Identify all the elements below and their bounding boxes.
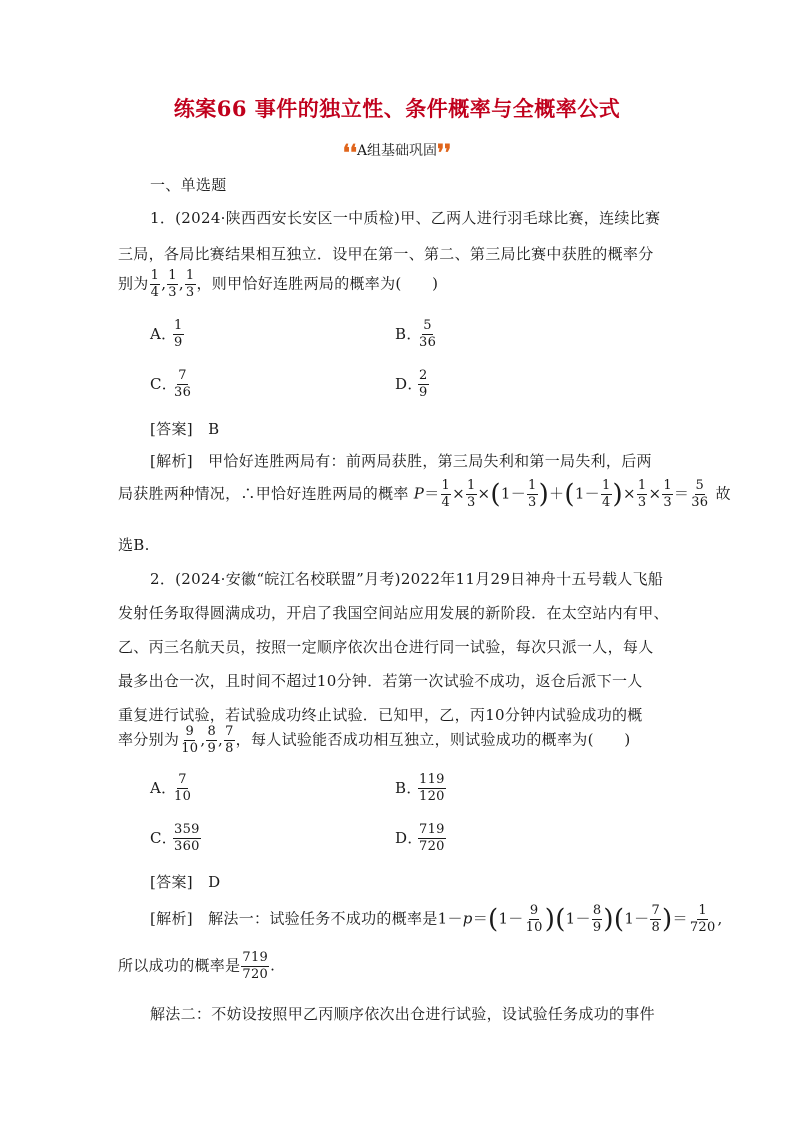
- q1-analysis-1: [解析] 甲恰好连胜两局有：前两局获胜，第三局失利和第一局失利，后两: [150, 452, 652, 470]
- q1-line-2: 三局，各局比赛结果相互独立．设甲在第一、第二、第三局比赛中获胜的概率分: [118, 245, 654, 263]
- close-quote-icon: ❜❜: [437, 140, 452, 166]
- q2-answer: [答案] D: [150, 873, 221, 891]
- q2-method-2: 解法二：不妨设按照甲乙丙顺序依次出仓进行试验，设试验任务成功的事件: [150, 1005, 655, 1023]
- q1-option-a: A． $\frac{1}{9}$: [150, 318, 183, 350]
- q1-line-1: 1．(2024·陕西西安长安区一中质检)甲、乙两人进行羽毛球比赛，连续比赛: [150, 209, 661, 227]
- section-heading: 一、单选题: [150, 176, 227, 194]
- q2-line-4: 最多出仓一次，且时间不超过10分钟．若第一次试验不成功，返仓后派下一人: [118, 672, 643, 690]
- q1-option-b: B． $\frac{5}{36}$: [395, 318, 437, 350]
- q1-prob-2: $\frac{1}{3}$: [168, 268, 177, 300]
- q1-analysis-2: 局获胜两种情况，∴甲恰好连胜两局的概率 P＝ $\frac{1}{4}$ × $\frac{1}{3}$ ×(1－ $\frac{1}{3}$ )＋(1－ $\frac{1}{4}$ )× $\frac{1}{3}$ × $\frac{1}{3}$ ＝ $\frac{5}{36}$ 故: [118, 478, 731, 510]
- q2-line-6: 率分别为 $\frac{9}{10}$ , $\frac{8}{9}$ , $\frac{7}{8}$ ，每人试验能否成功相互独立，则试验成功的概率为( ): [118, 724, 631, 756]
- q1-prob-3: $\frac{1}{3}$: [185, 268, 195, 300]
- group-label: A组基础巩固: [356, 143, 438, 159]
- q2-analysis-1: [解析] 解法一：试验任务不成功的概率是1－p＝(1－ $\frac{9}{10}$ )(1－ $\frac{8}{9}$ )(1－ $\frac{7}{8}$ )＝ $\frac{1}{720}$ ,: [150, 903, 723, 935]
- q1-answer: [答案] B: [150, 420, 220, 438]
- open-quote-icon: ❛❛: [342, 140, 357, 166]
- q1-option-d: D． $\frac{2}{9}$: [395, 368, 428, 400]
- q1-prob-1: $\frac{1}{4}$: [150, 268, 160, 300]
- q1-analysis-3: 选B.: [118, 536, 150, 554]
- q1-line-3: 别为 $\frac{1}{4}$ , $\frac{1}{3}$ , $\frac{1}{3}$ ，则甲恰好连胜两局的概率为( ): [118, 268, 439, 300]
- group-heading: [0, 140, 794, 166]
- q2-line-5: 重复进行试验，若试验成功终止试验．已知甲，乙，丙10分钟内试验成功的概: [118, 706, 643, 724]
- q2-prob-3: $\frac{7}{8}$: [225, 724, 234, 756]
- q2-option-d: D． $\frac{719}{720}$: [395, 822, 445, 854]
- q2-option-a: A． $\frac{7}{10}$: [150, 772, 192, 804]
- q2-prob-2: $\frac{8}{9}$: [207, 724, 217, 756]
- q1-option-c: C． $\frac{7}{36}$: [150, 368, 192, 400]
- q2-line-2: 发射任务取得圆满成功，开启了我国空间站应用发展的新阶段．在太空站内有甲、: [118, 604, 669, 622]
- q2-analysis-2: 所以成功的概率是 $\frac{719}{720}$ .: [118, 950, 276, 982]
- q2-line-3: 乙、丙三名航天员，按照一定顺序依次出仓进行同一试验，每次只派一人，每人: [118, 638, 654, 656]
- q2-line-1: 2．(2024·安徽“皖江名校联盟”月考)2022年11月29日神舟十五号载人飞船: [150, 570, 664, 588]
- q2-prob-1: $\frac{9}{10}$: [181, 724, 199, 756]
- q2-option-c: C． $\frac{359}{360}$: [150, 822, 200, 854]
- q2-option-b: B． $\frac{119}{120}$: [395, 772, 445, 804]
- page-title: 练案66 事件的独立性、条件概率与全概率公式: [173, 96, 621, 121]
